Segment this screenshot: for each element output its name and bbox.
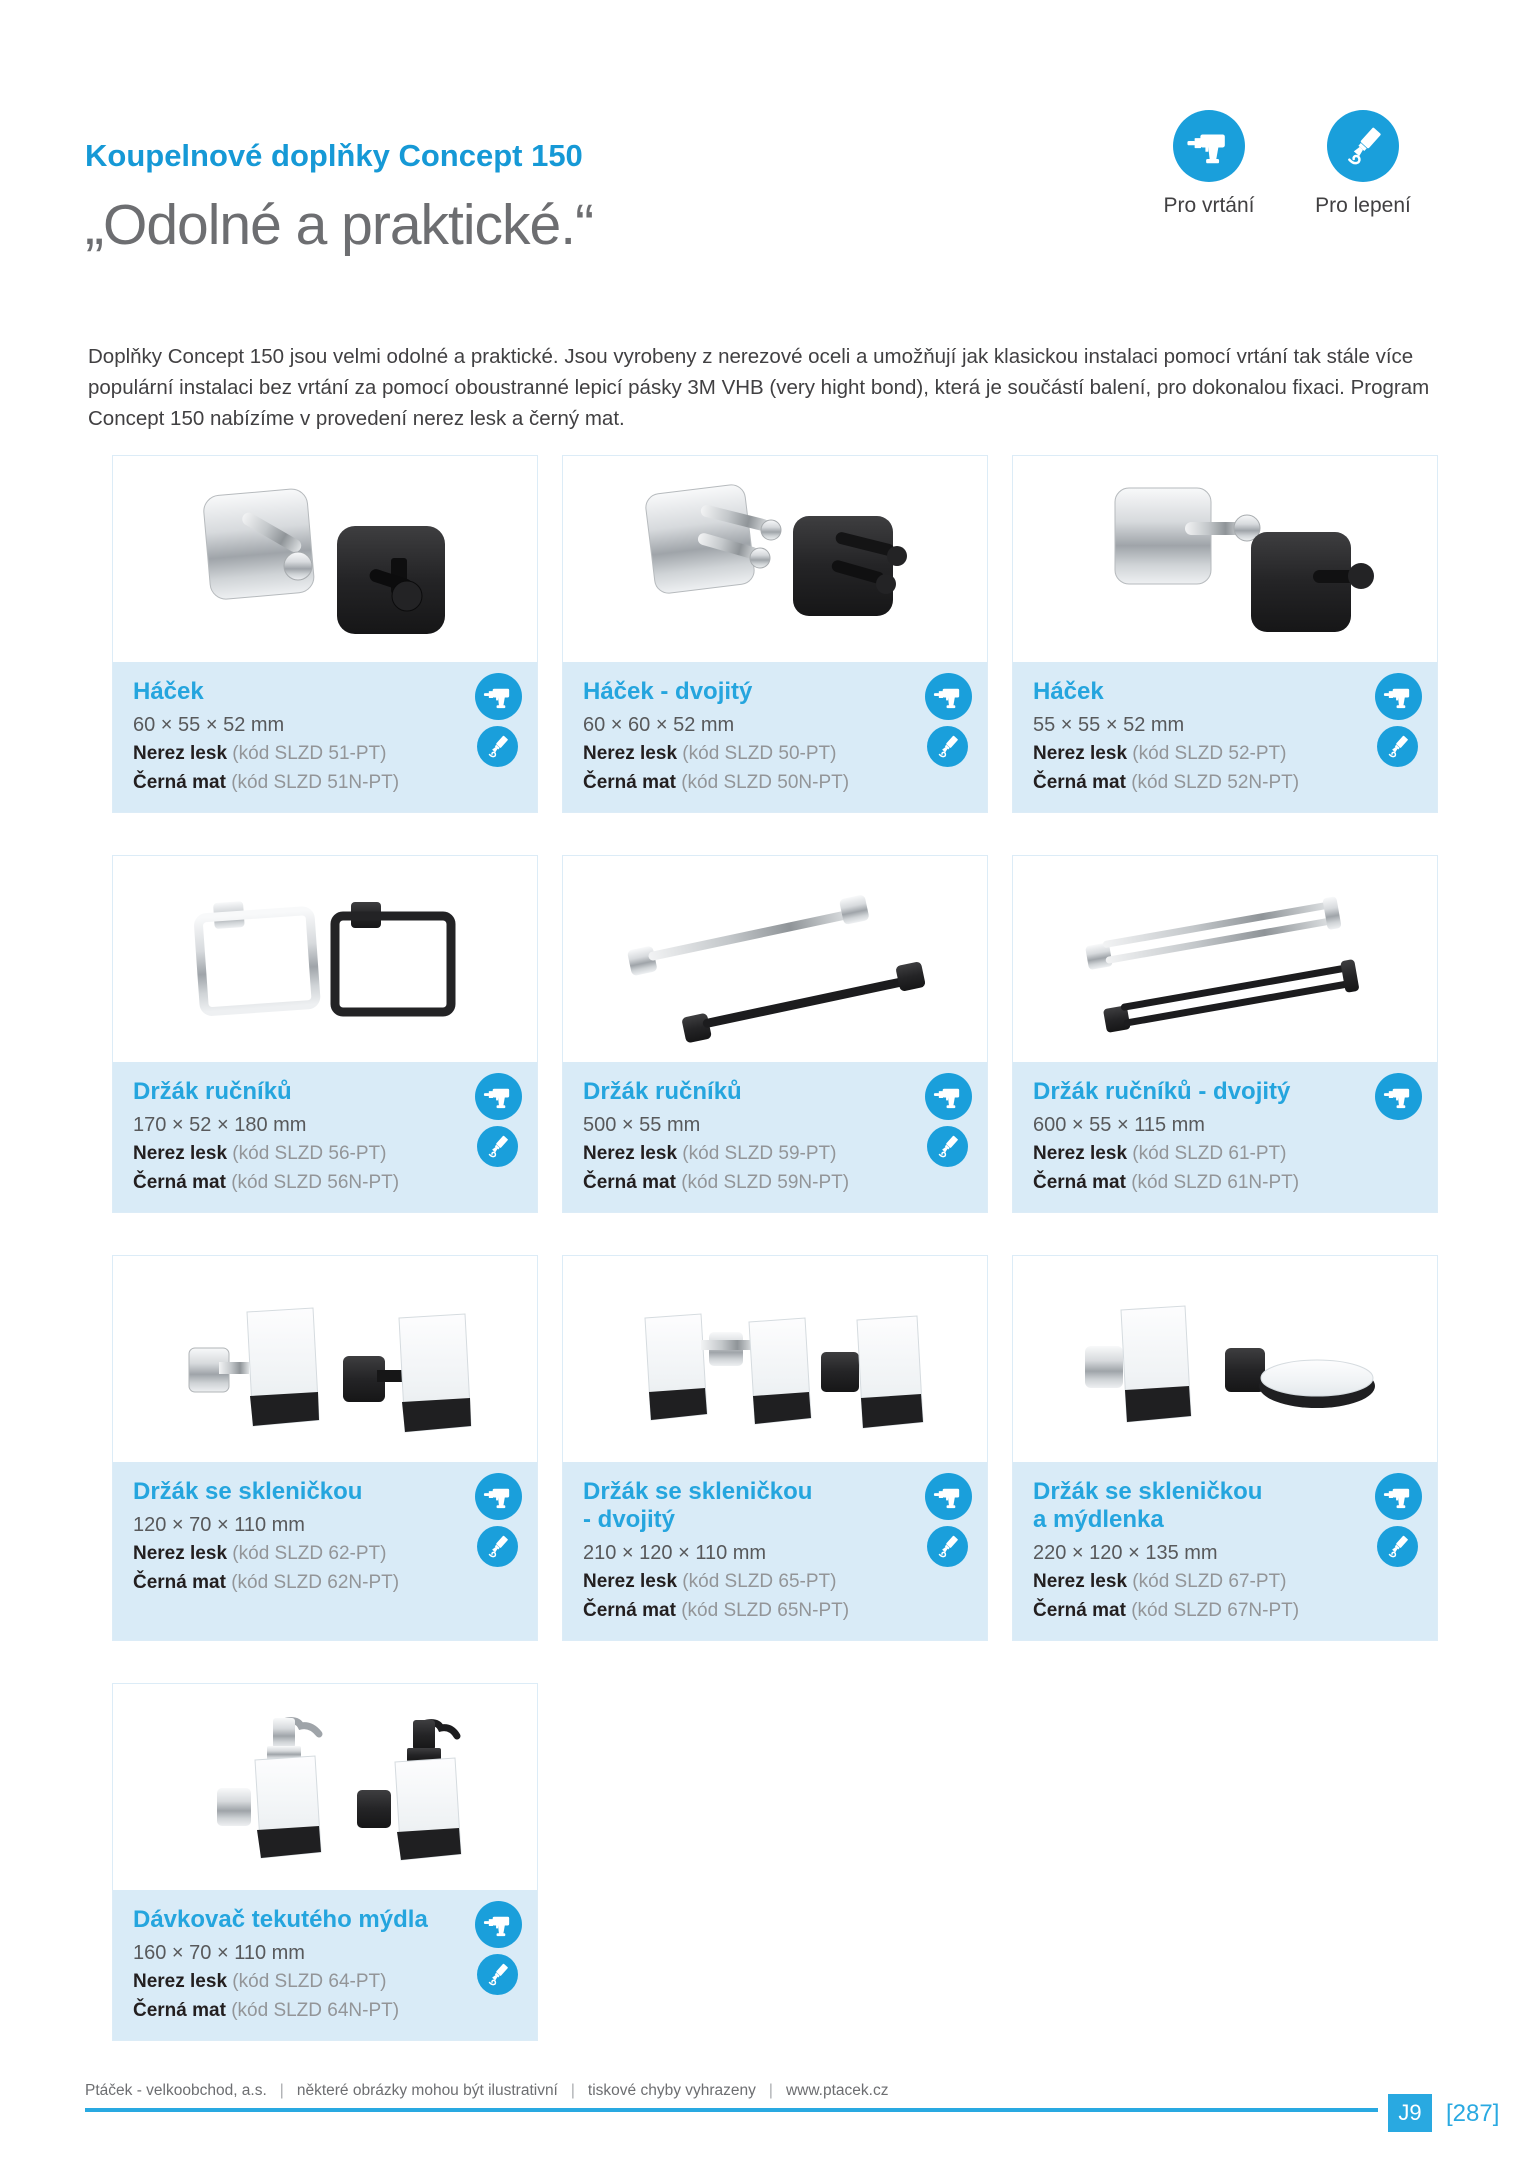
finish-label: Černá mat bbox=[583, 772, 676, 793]
finish-label: Černá mat bbox=[133, 2000, 226, 2021]
product-info bbox=[563, 662, 987, 812]
glue-icon bbox=[477, 726, 518, 767]
finish-code: (kód SLZD 51N-PT) bbox=[231, 772, 400, 793]
product-finish-2 bbox=[133, 1571, 517, 1594]
product-title bbox=[583, 1478, 967, 1534]
product-dimensions: 60 × 55 × 52 mm bbox=[133, 714, 285, 736]
product-card-7 bbox=[112, 1255, 538, 1641]
product-title: Držák ručníků bbox=[133, 1078, 292, 1105]
product-title: Dávkovač tekutého mýdla bbox=[133, 1906, 428, 1933]
finish-code: (kód SLZD 62-PT) bbox=[232, 1543, 387, 1564]
product-info bbox=[113, 1062, 537, 1212]
product-finish-1 bbox=[133, 1970, 517, 1993]
glue-icon bbox=[1377, 1526, 1418, 1567]
finish-code: (kód SLZD 61-PT) bbox=[1132, 1143, 1287, 1164]
product-title-line-2: - dvojitý bbox=[583, 1506, 676, 1533]
finish-label: Černá mat bbox=[1033, 1600, 1126, 1621]
product-dimensions: 160 × 70 × 110 mm bbox=[133, 1942, 305, 1964]
finish-label: Nerez lesk bbox=[133, 1143, 228, 1164]
finish-label: Nerez lesk bbox=[133, 1971, 228, 1992]
product-finish-2 bbox=[1033, 771, 1417, 794]
badge-drilling bbox=[1149, 110, 1269, 218]
finish-label: Nerez lesk bbox=[1033, 743, 1128, 764]
product-dimensions: 60 × 60 × 52 mm bbox=[583, 714, 735, 736]
finish-label: Černá mat bbox=[583, 1600, 676, 1621]
product-card-5 bbox=[562, 855, 988, 1213]
glue-icon bbox=[927, 1126, 968, 1167]
mounting-badges bbox=[1149, 110, 1423, 218]
product-photo-glass-holder bbox=[113, 1256, 537, 1462]
finish-code: (kód SLZD 59-PT) bbox=[682, 1143, 837, 1164]
page-title: Koupelnové doplňky Concept 150 bbox=[85, 138, 583, 173]
finish-code: (kód SLZD 64-PT) bbox=[232, 1971, 387, 1992]
product-finish-2 bbox=[133, 1999, 517, 2022]
finish-label: Nerez lesk bbox=[583, 1143, 678, 1164]
product-title: Držák se skleničkou bbox=[133, 1478, 363, 1505]
glue-icon bbox=[477, 1526, 518, 1567]
drill-icon bbox=[1173, 110, 1245, 182]
product-dimensions: 120 × 70 × 110 mm bbox=[133, 1514, 305, 1536]
finish-code: (kód SLZD 67N-PT) bbox=[1131, 1600, 1300, 1621]
product-photo-double-glass-holder bbox=[563, 1256, 987, 1462]
glue-icon bbox=[1327, 110, 1399, 182]
footer-company: Ptáček - velkoobchod, a.s. bbox=[85, 2082, 267, 2099]
product-card-9 bbox=[1012, 1255, 1438, 1641]
product-card-1 bbox=[112, 455, 538, 813]
product-title: Držák ručníků - dvojitý bbox=[1033, 1078, 1291, 1105]
product-photo-double-towel-bar bbox=[1013, 856, 1437, 1062]
finish-label: Nerez lesk bbox=[1033, 1143, 1128, 1164]
footer-website: | www.ptacek.cz bbox=[756, 2082, 889, 2099]
product-info bbox=[1013, 662, 1437, 812]
product-finish-2 bbox=[133, 771, 517, 794]
page-number: [287] bbox=[1446, 2100, 1500, 2127]
product-dimensions: 600 × 55 × 115 mm bbox=[1033, 1114, 1205, 1136]
product-finish-1 bbox=[583, 742, 967, 765]
product-info bbox=[563, 1062, 987, 1212]
drill-icon bbox=[1375, 1073, 1422, 1120]
drill-icon bbox=[475, 1901, 522, 1948]
product-info bbox=[563, 1462, 987, 1640]
product-title: Háček bbox=[1033, 678, 1104, 705]
finish-code: (kód SLZD 62N-PT) bbox=[231, 1572, 400, 1593]
drill-icon bbox=[475, 1473, 522, 1520]
product-info bbox=[113, 1462, 537, 1640]
drill-icon bbox=[925, 673, 972, 720]
drill-icon bbox=[925, 1473, 972, 1520]
product-dimensions: 220 × 120 × 135 mm bbox=[1033, 1542, 1218, 1564]
finish-code: (kód SLZD 56N-PT) bbox=[231, 1172, 400, 1193]
product-finish-1 bbox=[133, 1142, 517, 1165]
product-grid bbox=[112, 455, 1438, 2041]
product-finish-2 bbox=[583, 1599, 967, 1622]
finish-code: (kód SLZD 59N-PT) bbox=[681, 1172, 850, 1193]
product-finish-1 bbox=[1033, 1570, 1417, 1593]
finish-code: (kód SLZD 64N-PT) bbox=[231, 2000, 400, 2021]
product-title-line-2: a mýdlenka bbox=[1033, 1506, 1164, 1533]
page-section-code: J9 bbox=[1388, 2094, 1432, 2132]
glue-icon bbox=[1377, 726, 1418, 767]
glue-icon bbox=[927, 726, 968, 767]
finish-label: Nerez lesk bbox=[583, 743, 678, 764]
footer-rule bbox=[85, 2108, 1378, 2112]
product-dimensions: 55 × 55 × 52 mm bbox=[1033, 714, 1185, 736]
page-header bbox=[85, 138, 593, 258]
glue-icon bbox=[927, 1526, 968, 1567]
product-title: Háček bbox=[133, 678, 204, 705]
product-dimensions: 170 × 52 × 180 mm bbox=[133, 1114, 307, 1136]
finish-label: Nerez lesk bbox=[583, 1571, 678, 1592]
footer-text bbox=[85, 2082, 888, 2100]
product-finish-1 bbox=[583, 1570, 967, 1593]
product-title: Háček - dvojitý bbox=[583, 678, 753, 705]
finish-label: Černá mat bbox=[133, 772, 226, 793]
finish-code: (kód SLZD 50-PT) bbox=[682, 743, 837, 764]
drill-icon bbox=[1375, 673, 1422, 720]
product-card-2 bbox=[562, 455, 988, 813]
product-finish-1 bbox=[1033, 1142, 1417, 1165]
product-info bbox=[113, 1890, 537, 2040]
product-photo-towel-ring bbox=[113, 856, 537, 1062]
glue-icon bbox=[477, 1126, 518, 1167]
finish-label: Černá mat bbox=[133, 1572, 226, 1593]
finish-label: Nerez lesk bbox=[133, 743, 228, 764]
finish-code: (kód SLZD 52N-PT) bbox=[1131, 772, 1300, 793]
finish-label: Černá mat bbox=[1033, 772, 1126, 793]
product-finish-2 bbox=[583, 1171, 967, 1194]
product-info bbox=[1013, 1462, 1437, 1640]
product-finish-1 bbox=[133, 1542, 517, 1565]
product-photo-double-hook bbox=[563, 456, 987, 662]
product-finish-2 bbox=[583, 771, 967, 794]
product-title bbox=[1033, 1478, 1417, 1534]
product-title-line-1: Držák se skleničkou bbox=[583, 1478, 813, 1505]
product-finish-2 bbox=[1033, 1599, 1417, 1622]
product-photo-soap-dispenser bbox=[113, 1684, 537, 1890]
drill-icon bbox=[475, 1073, 522, 1120]
finish-code: (kód SLZD 50N-PT) bbox=[681, 772, 850, 793]
glue-icon bbox=[477, 1954, 518, 1995]
product-card-4 bbox=[112, 855, 538, 1213]
intro-paragraph: Doplňky Concept 150 jsou velmi odolné a praktické. Jsou vyrobeny z nerezové oceli a umožňují jak klasickou instalaci pomocí vrtání tak stále více populární instalaci bez vrtání za pomocí oboustranné lepicí pásky 3M VHB (very hight bond), která je součástí balení, pro dokonalou fixaci. Program Concept 150 nabízíme v provedení nerez lesk a černý mat. bbox=[88, 344, 1430, 430]
drill-icon bbox=[475, 673, 522, 720]
finish-code: (kód SLZD 61N-PT) bbox=[1131, 1172, 1300, 1193]
product-finish-2 bbox=[133, 1171, 517, 1194]
product-card-10 bbox=[112, 1683, 538, 2041]
product-dimensions: 210 × 120 × 110 mm bbox=[583, 1542, 767, 1564]
product-photo-towel-bar bbox=[563, 856, 987, 1062]
badge-gluing-label: Pro lepení bbox=[1315, 194, 1411, 217]
finish-label: Černá mat bbox=[133, 1172, 226, 1193]
finish-code: (kód SLZD 56-PT) bbox=[232, 1143, 387, 1164]
product-card-6 bbox=[1012, 855, 1438, 1213]
finish-label: Nerez lesk bbox=[133, 1543, 228, 1564]
product-photo-hook bbox=[113, 456, 537, 662]
page-headline: „Odolné a praktické.“ bbox=[85, 193, 594, 257]
product-card-3 bbox=[1012, 455, 1438, 813]
product-finish-1 bbox=[1033, 742, 1417, 765]
product-title-line-1: Držák se skleničkou bbox=[1033, 1478, 1263, 1505]
product-title: Držák ručníků bbox=[583, 1078, 742, 1105]
drill-icon bbox=[1375, 1473, 1422, 1520]
product-finish-2 bbox=[1033, 1171, 1417, 1194]
finish-code: (kód SLZD 65-PT) bbox=[682, 1571, 837, 1592]
finish-code: (kód SLZD 65N-PT) bbox=[681, 1600, 850, 1621]
finish-code: (kód SLZD 51-PT) bbox=[232, 743, 387, 764]
footer-disclaimer-2: | tiskové chyby vyhrazeny bbox=[558, 2082, 756, 2099]
badge-gluing bbox=[1303, 110, 1423, 218]
product-info bbox=[1013, 1062, 1437, 1212]
footer-disclaimer-1: | některé obrázky mohou být ilustrativní bbox=[267, 2082, 558, 2099]
product-finish-1 bbox=[583, 1142, 967, 1165]
finish-code: (kód SLZD 52-PT) bbox=[1132, 743, 1287, 764]
finish-code: (kód SLZD 67-PT) bbox=[1132, 1571, 1287, 1592]
product-finish-1 bbox=[133, 742, 517, 765]
drill-icon bbox=[925, 1073, 972, 1120]
badge-drilling-label: Pro vrtání bbox=[1163, 194, 1255, 217]
product-photo-hook bbox=[1013, 456, 1437, 662]
finish-label: Černá mat bbox=[1033, 1172, 1126, 1193]
product-dimensions: 500 × 55 mm bbox=[583, 1114, 701, 1136]
finish-label: Nerez lesk bbox=[1033, 1571, 1128, 1592]
product-info bbox=[113, 662, 537, 812]
product-photo-glass-holder-soap-dish bbox=[1013, 1256, 1437, 1462]
finish-label: Černá mat bbox=[583, 1172, 676, 1193]
product-card-8 bbox=[562, 1255, 988, 1641]
